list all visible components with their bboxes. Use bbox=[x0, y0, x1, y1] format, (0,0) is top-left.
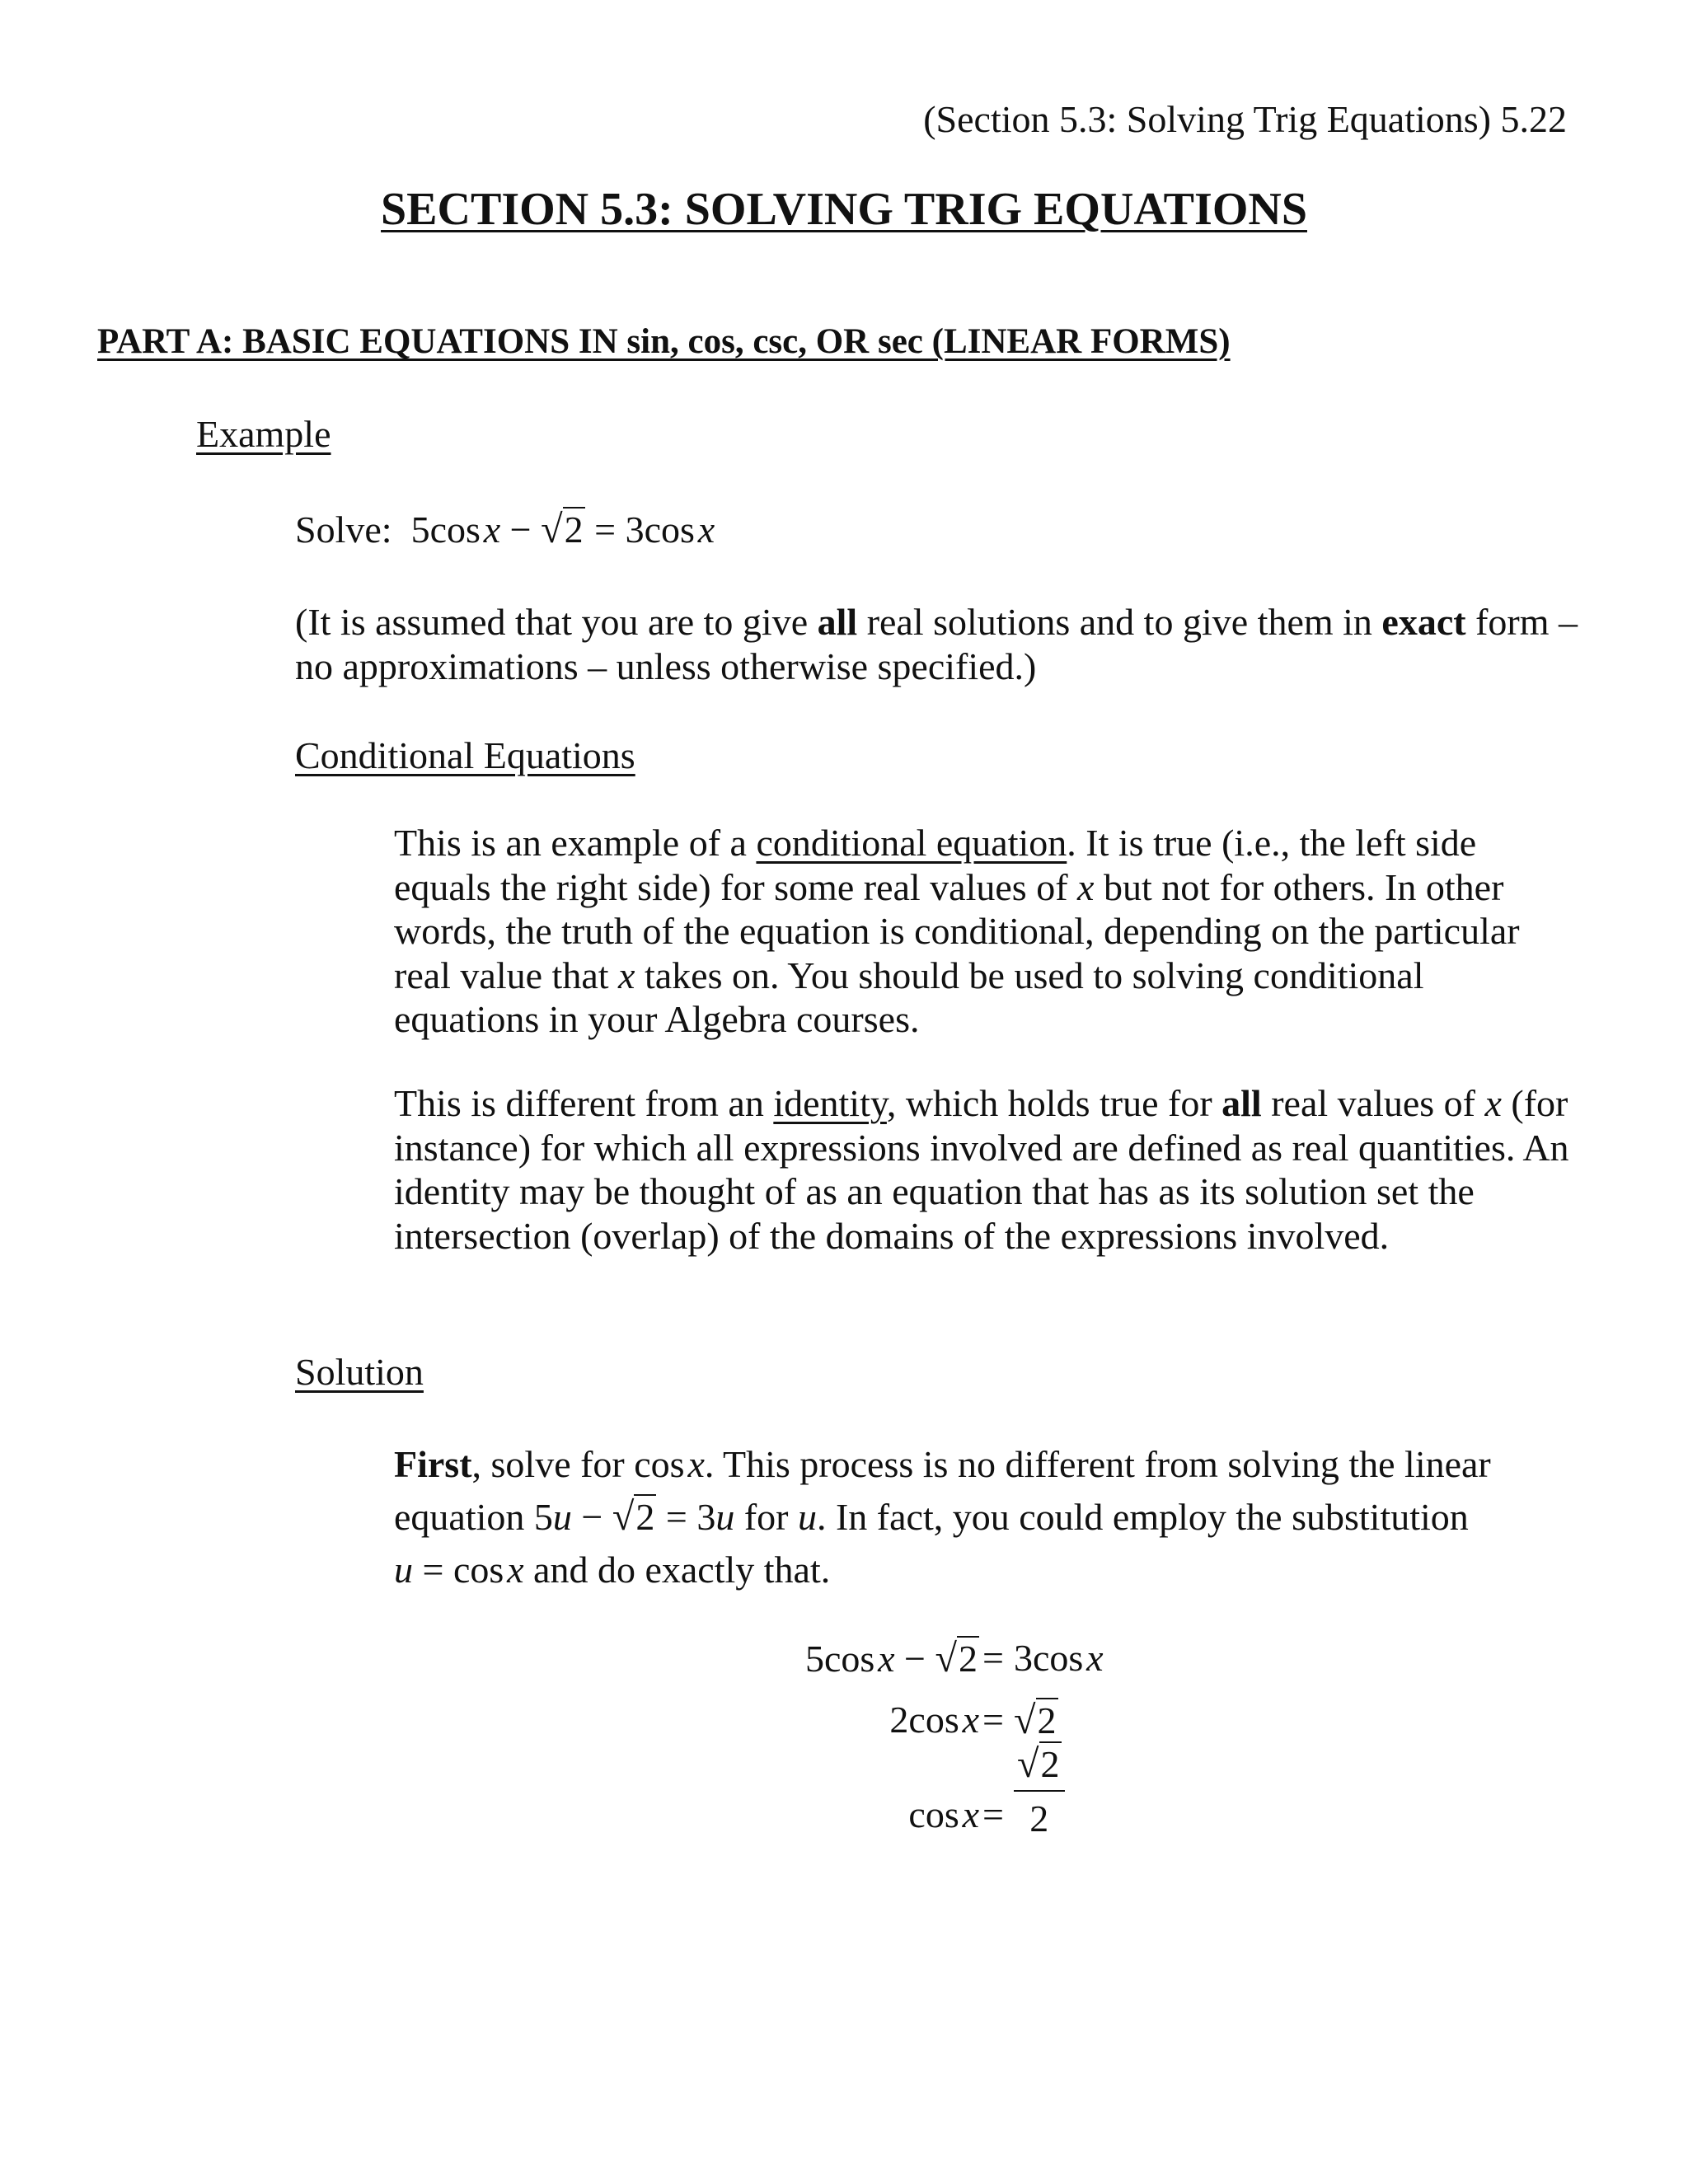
conditional-paragraph-2 bbox=[394, 1081, 1573, 1258]
minus: − bbox=[894, 1638, 935, 1680]
text: but not for others. In other words, the truth of the equation is conditional, depending on the particular real value that bbox=[394, 865, 1520, 996]
bold-all: all bbox=[1221, 1082, 1262, 1124]
text: takes on. You should be used to solving conditional equations in your Algebra courses. bbox=[394, 954, 1424, 1040]
var-x: x bbox=[1484, 1082, 1502, 1124]
page-title: SECTION 5.3: SOLVING TRIG EQUATIONS bbox=[381, 184, 1307, 235]
coef-cos: 5cos bbox=[804, 1638, 875, 1680]
step-lhs bbox=[908, 1793, 979, 1836]
term-conditional-equation: conditional equation bbox=[756, 822, 1067, 864]
cos-fn: cos bbox=[634, 1443, 685, 1485]
radicand: 2 bbox=[959, 1638, 978, 1680]
problem-equation bbox=[401, 509, 715, 551]
radicand: 2 bbox=[1040, 1743, 1060, 1785]
text: form – no approximations – unless otherwise specified.) bbox=[295, 601, 1578, 687]
minus: − bbox=[500, 509, 542, 551]
var-x: x bbox=[687, 1443, 705, 1485]
equals-sign: = bbox=[982, 1699, 1004, 1741]
coef: 5 bbox=[533, 1496, 553, 1538]
var-u: u bbox=[394, 1549, 413, 1591]
var-x: x bbox=[1086, 1637, 1104, 1679]
var-x: x bbox=[1077, 865, 1095, 908]
conditional-paragraph-1 bbox=[394, 821, 1573, 1042]
coef-cos: 3cos bbox=[1014, 1637, 1084, 1679]
text: , solve for bbox=[471, 1443, 635, 1485]
step-lhs bbox=[805, 1636, 979, 1681]
solution-heading: Solution bbox=[295, 1351, 424, 1393]
numerator bbox=[1014, 1741, 1065, 1792]
step-rhs bbox=[1014, 1698, 1058, 1743]
text: real values of bbox=[1261, 1082, 1485, 1124]
var-u: u bbox=[797, 1496, 817, 1538]
equation-step-1 bbox=[0, 1636, 1688, 1694]
fraction bbox=[1014, 1741, 1065, 1840]
step-rhs bbox=[1014, 1741, 1065, 1840]
denominator: 2 bbox=[1029, 1797, 1049, 1840]
substitution bbox=[394, 1549, 524, 1591]
sqrt-expr: √2 bbox=[935, 1637, 978, 1680]
step-lhs bbox=[889, 1698, 979, 1741]
solution-first-paragraph bbox=[394, 1438, 1573, 1596]
minus: − bbox=[571, 1496, 612, 1538]
bold-exact: exact bbox=[1381, 601, 1466, 643]
var-u: u bbox=[552, 1496, 572, 1538]
term-identity: identity bbox=[773, 1082, 887, 1124]
inline-linear-equation bbox=[534, 1496, 734, 1538]
equation-step-2 bbox=[0, 1698, 1688, 1755]
text: . This process is no different from solving the linear equation bbox=[394, 1443, 1491, 1538]
problem-statement bbox=[295, 507, 715, 552]
text: and do exactly that. bbox=[523, 1549, 831, 1591]
coef-cos: 2cos bbox=[889, 1699, 959, 1741]
text: This is an example of a bbox=[394, 822, 757, 864]
text: , which holds true for bbox=[886, 1082, 1222, 1124]
text: for bbox=[734, 1496, 798, 1538]
var-x: x bbox=[962, 1793, 979, 1835]
var-x: x bbox=[962, 1699, 979, 1741]
sqrt-expr: √2 bbox=[612, 1495, 655, 1539]
step-rhs bbox=[1014, 1636, 1104, 1680]
var-x: x bbox=[483, 509, 501, 551]
cos-fn: cos bbox=[908, 1793, 959, 1835]
example-heading: Example bbox=[196, 413, 331, 455]
running-header: (Section 5.3: Solving Trig Equations) 5.22 bbox=[923, 98, 1567, 140]
var-x: x bbox=[507, 1549, 524, 1591]
equals-sign: = bbox=[982, 1793, 1004, 1835]
var-x: x bbox=[618, 954, 635, 996]
equals-sign: = bbox=[982, 1637, 1004, 1679]
sqrt-expr: √2 bbox=[1017, 1742, 1060, 1786]
sqrt-expr: √2 bbox=[541, 508, 584, 551]
bold-first: First bbox=[394, 1443, 472, 1485]
bold-all: all bbox=[817, 601, 858, 643]
text: . In fact, you could employ the substitution bbox=[816, 1496, 1469, 1538]
assumption-note bbox=[295, 600, 1581, 689]
solve-label: Solve: bbox=[295, 509, 392, 551]
var-x: x bbox=[697, 509, 715, 551]
conditional-equations-heading: Conditional Equations bbox=[295, 734, 635, 776]
coef: 3 bbox=[625, 509, 645, 551]
equals: = bbox=[584, 509, 626, 551]
cos-fn: cos bbox=[644, 509, 695, 551]
text: (for instance) for which all expressions involved are defined as real quantities. An identity may be thought of as an equation that has as its solution set the intersection (overlap) of the domains of the expressions involved. bbox=[394, 1082, 1569, 1257]
equation-step-3 bbox=[0, 1742, 1688, 1850]
var-u: u bbox=[715, 1496, 735, 1538]
var-x: x bbox=[878, 1638, 895, 1680]
radicand: 2 bbox=[1037, 1699, 1057, 1741]
cos-fn: cos bbox=[429, 509, 481, 551]
coef: 5 bbox=[410, 509, 430, 551]
part-a-heading: PART A: BASIC EQUATIONS IN sin, cos, csc, OR sec (LINEAR FORMS) bbox=[97, 322, 1231, 361]
equals-cos: = cos bbox=[413, 1549, 504, 1591]
text: This is different from an bbox=[394, 1082, 774, 1124]
radicand: 2 bbox=[564, 509, 584, 551]
radicand: 2 bbox=[635, 1496, 655, 1538]
sqrt-expr: √2 bbox=[1014, 1699, 1057, 1742]
text: real solutions and to give them in bbox=[857, 601, 1382, 643]
text: (It is assumed that you are to give bbox=[295, 601, 818, 643]
text: . It is true (i.e., the left side equals the right side) for some real values of bbox=[394, 822, 1477, 908]
equals: = 3 bbox=[656, 1496, 716, 1538]
